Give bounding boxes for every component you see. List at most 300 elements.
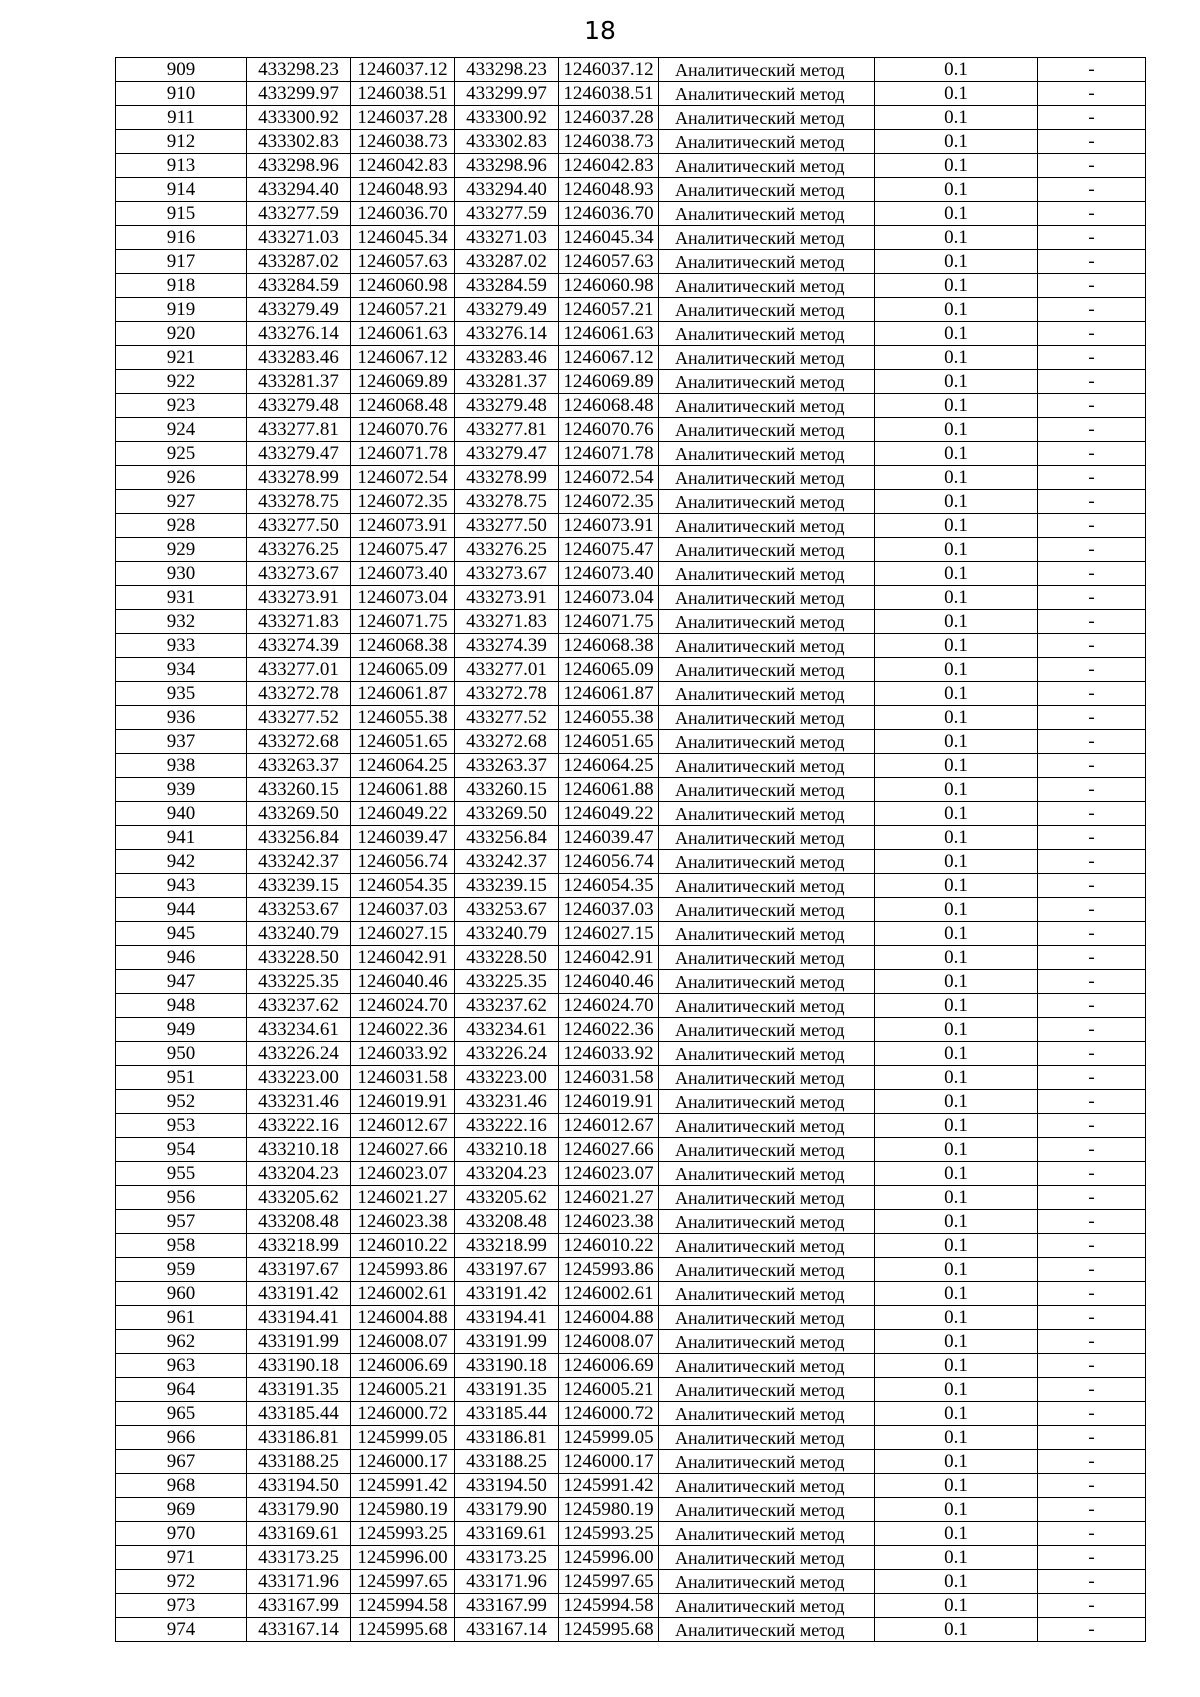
accuracy-cell: 0.1	[875, 130, 1038, 154]
table-row	[116, 1066, 1146, 1090]
point-number-cell: 950	[116, 1042, 247, 1066]
method-cell: Аналитический метод	[659, 106, 875, 130]
x-new-cell: 433294.40	[455, 178, 559, 202]
x-new-cell: 433191.35	[455, 1378, 559, 1402]
y-old-cell: 1245980.19	[351, 1498, 455, 1522]
accuracy-cell: 0.1	[875, 178, 1038, 202]
point-number-cell: 943	[116, 874, 247, 898]
point-number-cell: 968	[116, 1474, 247, 1498]
accuracy-cell: 0.1	[875, 346, 1038, 370]
accuracy-cell: 0.1	[875, 610, 1038, 634]
x-new-cell: 433271.83	[455, 610, 559, 634]
note-cell: -	[1038, 490, 1146, 514]
table-row	[116, 850, 1146, 874]
x-new-cell: 433225.35	[455, 970, 559, 994]
method-cell: Аналитический метод	[659, 298, 875, 322]
table-row	[116, 466, 1146, 490]
x-new-cell: 433240.79	[455, 922, 559, 946]
x-old-cell: 433253.67	[247, 898, 351, 922]
method-cell: Аналитический метод	[659, 1234, 875, 1258]
point-number-cell: 929	[116, 538, 247, 562]
method-cell: Аналитический метод	[659, 58, 875, 82]
note-cell: -	[1038, 1474, 1146, 1498]
y-old-cell: 1246023.38	[351, 1210, 455, 1234]
y-old-cell: 1246019.91	[351, 1090, 455, 1114]
accuracy-cell: 0.1	[875, 898, 1038, 922]
note-cell: -	[1038, 130, 1146, 154]
accuracy-cell: 0.1	[875, 466, 1038, 490]
x-old-cell: 433228.50	[247, 946, 351, 970]
method-cell: Аналитический метод	[659, 778, 875, 802]
accuracy-cell: 0.1	[875, 730, 1038, 754]
point-number-cell: 971	[116, 1546, 247, 1570]
y-old-cell: 1246037.12	[351, 58, 455, 82]
table-row	[116, 58, 1146, 82]
y-new-cell: 1246023.38	[559, 1210, 659, 1234]
table-row	[116, 1402, 1146, 1426]
point-number-cell: 944	[116, 898, 247, 922]
note-cell: -	[1038, 1210, 1146, 1234]
point-number-cell: 959	[116, 1258, 247, 1282]
accuracy-cell: 0.1	[875, 946, 1038, 970]
method-cell: Аналитический метод	[659, 1138, 875, 1162]
table-row	[116, 154, 1146, 178]
method-cell: Аналитический метод	[659, 1378, 875, 1402]
x-old-cell: 433208.48	[247, 1210, 351, 1234]
point-number-cell: 939	[116, 778, 247, 802]
point-number-cell: 963	[116, 1354, 247, 1378]
method-cell: Аналитический метод	[659, 394, 875, 418]
y-new-cell: 1245991.42	[559, 1474, 659, 1498]
y-new-cell: 1246022.36	[559, 1018, 659, 1042]
table-row	[116, 1282, 1146, 1306]
accuracy-cell: 0.1	[875, 802, 1038, 826]
y-new-cell: 1246037.28	[559, 106, 659, 130]
x-new-cell: 433194.41	[455, 1306, 559, 1330]
x-old-cell: 433237.62	[247, 994, 351, 1018]
note-cell: -	[1038, 658, 1146, 682]
y-old-cell: 1246008.07	[351, 1330, 455, 1354]
accuracy-cell: 0.1	[875, 514, 1038, 538]
x-old-cell: 433179.90	[247, 1498, 351, 1522]
x-new-cell: 433272.78	[455, 682, 559, 706]
y-old-cell: 1245993.86	[351, 1258, 455, 1282]
accuracy-cell: 0.1	[875, 1474, 1038, 1498]
method-cell: Аналитический метод	[659, 514, 875, 538]
point-number-cell: 957	[116, 1210, 247, 1234]
note-cell: -	[1038, 1426, 1146, 1450]
method-cell: Аналитический метод	[659, 1066, 875, 1090]
table-row	[116, 322, 1146, 346]
x-old-cell: 433204.23	[247, 1162, 351, 1186]
note-cell: -	[1038, 730, 1146, 754]
y-old-cell: 1246033.92	[351, 1042, 455, 1066]
table-row	[116, 394, 1146, 418]
y-new-cell: 1246038.73	[559, 130, 659, 154]
method-cell: Аналитический метод	[659, 1042, 875, 1066]
point-number-cell: 967	[116, 1450, 247, 1474]
note-cell: -	[1038, 1258, 1146, 1282]
y-new-cell: 1246000.72	[559, 1402, 659, 1426]
accuracy-cell: 0.1	[875, 922, 1038, 946]
method-cell: Аналитический метод	[659, 1354, 875, 1378]
method-cell: Аналитический метод	[659, 1522, 875, 1546]
y-old-cell: 1246000.72	[351, 1402, 455, 1426]
table-row	[116, 274, 1146, 298]
y-old-cell: 1246075.47	[351, 538, 455, 562]
page-number: 18	[584, 16, 616, 45]
x-new-cell: 433272.68	[455, 730, 559, 754]
accuracy-cell: 0.1	[875, 538, 1038, 562]
y-new-cell: 1246024.70	[559, 994, 659, 1018]
method-cell: Аналитический метод	[659, 490, 875, 514]
accuracy-cell: 0.1	[875, 1210, 1038, 1234]
y-old-cell: 1246061.87	[351, 682, 455, 706]
table-row	[116, 1210, 1146, 1234]
y-new-cell: 1246048.93	[559, 178, 659, 202]
accuracy-cell: 0.1	[875, 58, 1038, 82]
x-old-cell: 433173.25	[247, 1546, 351, 1570]
point-number-cell: 942	[116, 850, 247, 874]
accuracy-cell: 0.1	[875, 1306, 1038, 1330]
x-new-cell: 433273.67	[455, 562, 559, 586]
table-row	[116, 1474, 1146, 1498]
x-new-cell: 433226.24	[455, 1042, 559, 1066]
x-old-cell: 433302.83	[247, 130, 351, 154]
point-number-cell: 924	[116, 418, 247, 442]
point-number-cell: 931	[116, 586, 247, 610]
accuracy-cell: 0.1	[875, 1162, 1038, 1186]
x-new-cell: 433239.15	[455, 874, 559, 898]
accuracy-cell: 0.1	[875, 1186, 1038, 1210]
x-new-cell: 433256.84	[455, 826, 559, 850]
table-row	[116, 1378, 1146, 1402]
y-new-cell: 1246055.38	[559, 706, 659, 730]
point-number-cell: 933	[116, 634, 247, 658]
x-old-cell: 433274.39	[247, 634, 351, 658]
point-number-cell: 926	[116, 466, 247, 490]
y-new-cell: 1245993.86	[559, 1258, 659, 1282]
y-new-cell: 1246072.35	[559, 490, 659, 514]
point-number-cell: 965	[116, 1402, 247, 1426]
point-number-cell: 917	[116, 250, 247, 274]
table-row	[116, 1018, 1146, 1042]
point-number-cell: 969	[116, 1498, 247, 1522]
x-old-cell: 433298.23	[247, 58, 351, 82]
table-row	[116, 1522, 1146, 1546]
method-cell: Аналитический метод	[659, 1018, 875, 1042]
point-number-cell: 934	[116, 658, 247, 682]
note-cell: -	[1038, 514, 1146, 538]
y-new-cell: 1246000.17	[559, 1450, 659, 1474]
x-old-cell: 433171.96	[247, 1570, 351, 1594]
method-cell: Аналитический метод	[659, 1546, 875, 1570]
method-cell: Аналитический метод	[659, 154, 875, 178]
x-new-cell: 433274.39	[455, 634, 559, 658]
accuracy-cell: 0.1	[875, 1234, 1038, 1258]
accuracy-cell: 0.1	[875, 1258, 1038, 1282]
point-number-cell: 932	[116, 610, 247, 634]
x-old-cell: 433226.24	[247, 1042, 351, 1066]
y-new-cell: 1246073.40	[559, 562, 659, 586]
y-new-cell: 1246039.47	[559, 826, 659, 850]
y-new-cell: 1246069.89	[559, 370, 659, 394]
y-new-cell: 1246027.66	[559, 1138, 659, 1162]
accuracy-cell: 0.1	[875, 754, 1038, 778]
method-cell: Аналитический метод	[659, 250, 875, 274]
note-cell: -	[1038, 1402, 1146, 1426]
accuracy-cell: 0.1	[875, 442, 1038, 466]
method-cell: Аналитический метод	[659, 130, 875, 154]
method-cell: Аналитический метод	[659, 274, 875, 298]
x-new-cell: 433283.46	[455, 346, 559, 370]
table-row	[116, 634, 1146, 658]
note-cell: -	[1038, 634, 1146, 658]
method-cell: Аналитический метод	[659, 682, 875, 706]
note-cell: -	[1038, 1018, 1146, 1042]
y-new-cell: 1246057.21	[559, 298, 659, 322]
note-cell: -	[1038, 1594, 1146, 1618]
table-row	[116, 490, 1146, 514]
x-new-cell: 433191.42	[455, 1282, 559, 1306]
x-old-cell: 433242.37	[247, 850, 351, 874]
y-new-cell: 1246037.12	[559, 58, 659, 82]
table-row	[116, 1138, 1146, 1162]
y-old-cell: 1246055.38	[351, 706, 455, 730]
note-cell: -	[1038, 298, 1146, 322]
note-cell: -	[1038, 394, 1146, 418]
point-number-cell: 946	[116, 946, 247, 970]
x-old-cell: 433283.46	[247, 346, 351, 370]
x-new-cell: 433263.37	[455, 754, 559, 778]
note-cell: -	[1038, 850, 1146, 874]
y-old-cell: 1246057.21	[351, 298, 455, 322]
x-new-cell: 433278.99	[455, 466, 559, 490]
table-body	[116, 58, 1146, 1642]
point-number-cell: 930	[116, 562, 247, 586]
x-new-cell: 433260.15	[455, 778, 559, 802]
y-new-cell: 1246002.61	[559, 1282, 659, 1306]
note-cell: -	[1038, 154, 1146, 178]
method-cell: Аналитический метод	[659, 1114, 875, 1138]
table-row	[116, 970, 1146, 994]
y-new-cell: 1245996.00	[559, 1546, 659, 1570]
x-old-cell: 433205.62	[247, 1186, 351, 1210]
note-cell: -	[1038, 682, 1146, 706]
x-old-cell: 433276.14	[247, 322, 351, 346]
note-cell: -	[1038, 106, 1146, 130]
point-number-cell: 916	[116, 226, 247, 250]
point-number-cell: 962	[116, 1330, 247, 1354]
method-cell: Аналитический метод	[659, 538, 875, 562]
method-cell: Аналитический метод	[659, 658, 875, 682]
note-cell: -	[1038, 1234, 1146, 1258]
y-old-cell: 1246068.38	[351, 634, 455, 658]
y-old-cell: 1246006.69	[351, 1354, 455, 1378]
accuracy-cell: 0.1	[875, 1546, 1038, 1570]
y-new-cell: 1246061.87	[559, 682, 659, 706]
note-cell: -	[1038, 1498, 1146, 1522]
x-new-cell: 433208.48	[455, 1210, 559, 1234]
x-old-cell: 433222.16	[247, 1114, 351, 1138]
accuracy-cell: 0.1	[875, 778, 1038, 802]
coordinates-table	[115, 57, 1146, 1642]
y-old-cell: 1246012.67	[351, 1114, 455, 1138]
accuracy-cell: 0.1	[875, 1066, 1038, 1090]
y-new-cell: 1245994.58	[559, 1594, 659, 1618]
y-old-cell: 1246068.48	[351, 394, 455, 418]
method-cell: Аналитический метод	[659, 1450, 875, 1474]
x-old-cell: 433223.00	[247, 1066, 351, 1090]
accuracy-cell: 0.1	[875, 994, 1038, 1018]
x-old-cell: 433294.40	[247, 178, 351, 202]
y-new-cell: 1246049.22	[559, 802, 659, 826]
y-old-cell: 1245993.25	[351, 1522, 455, 1546]
note-cell: -	[1038, 898, 1146, 922]
method-cell: Аналитический метод	[659, 634, 875, 658]
x-old-cell: 433279.49	[247, 298, 351, 322]
accuracy-cell: 0.1	[875, 1498, 1038, 1522]
table-row	[116, 1330, 1146, 1354]
x-old-cell: 433191.99	[247, 1330, 351, 1354]
note-cell: -	[1038, 874, 1146, 898]
y-old-cell: 1246067.12	[351, 346, 455, 370]
method-cell: Аналитический метод	[659, 826, 875, 850]
note-cell: -	[1038, 1090, 1146, 1114]
point-number-cell: 945	[116, 922, 247, 946]
note-cell: -	[1038, 970, 1146, 994]
y-old-cell: 1246045.34	[351, 226, 455, 250]
method-cell: Аналитический метод	[659, 370, 875, 394]
method-cell: Аналитический метод	[659, 1210, 875, 1234]
x-old-cell: 433191.35	[247, 1378, 351, 1402]
y-new-cell: 1246005.21	[559, 1378, 659, 1402]
y-new-cell: 1246075.47	[559, 538, 659, 562]
point-number-cell: 949	[116, 1018, 247, 1042]
x-new-cell: 433277.01	[455, 658, 559, 682]
y-new-cell: 1245999.05	[559, 1426, 659, 1450]
note-cell: -	[1038, 922, 1146, 946]
method-cell: Аналитический метод	[659, 442, 875, 466]
point-number-cell: 940	[116, 802, 247, 826]
method-cell: Аналитический метод	[659, 1282, 875, 1306]
x-new-cell: 433231.46	[455, 1090, 559, 1114]
point-number-cell: 938	[116, 754, 247, 778]
note-cell: -	[1038, 1162, 1146, 1186]
y-old-cell: 1246071.78	[351, 442, 455, 466]
x-new-cell: 433287.02	[455, 250, 559, 274]
y-new-cell: 1246033.92	[559, 1042, 659, 1066]
y-old-cell: 1246031.58	[351, 1066, 455, 1090]
x-old-cell: 433167.14	[247, 1618, 351, 1642]
table-row	[116, 106, 1146, 130]
point-number-cell: 941	[116, 826, 247, 850]
y-new-cell: 1246061.63	[559, 322, 659, 346]
y-old-cell: 1245991.42	[351, 1474, 455, 1498]
accuracy-cell: 0.1	[875, 1522, 1038, 1546]
table-row	[116, 706, 1146, 730]
note-cell: -	[1038, 1186, 1146, 1210]
x-new-cell: 433271.03	[455, 226, 559, 250]
table-row	[116, 658, 1146, 682]
y-new-cell: 1245980.19	[559, 1498, 659, 1522]
accuracy-cell: 0.1	[875, 418, 1038, 442]
method-cell: Аналитический метод	[659, 1306, 875, 1330]
x-old-cell: 433218.99	[247, 1234, 351, 1258]
x-old-cell: 433239.15	[247, 874, 351, 898]
table-row	[116, 1186, 1146, 1210]
y-old-cell: 1246069.89	[351, 370, 455, 394]
table-row	[116, 1450, 1146, 1474]
point-number-cell: 956	[116, 1186, 247, 1210]
x-new-cell: 433279.47	[455, 442, 559, 466]
x-new-cell: 433300.92	[455, 106, 559, 130]
method-cell: Аналитический метод	[659, 322, 875, 346]
x-new-cell: 433276.14	[455, 322, 559, 346]
y-new-cell: 1246060.98	[559, 274, 659, 298]
note-cell: -	[1038, 1282, 1146, 1306]
point-number-cell: 954	[116, 1138, 247, 1162]
y-old-cell: 1245994.58	[351, 1594, 455, 1618]
x-old-cell: 433273.91	[247, 586, 351, 610]
y-old-cell: 1246005.21	[351, 1378, 455, 1402]
x-new-cell: 433223.00	[455, 1066, 559, 1090]
y-new-cell: 1245997.65	[559, 1570, 659, 1594]
y-old-cell: 1246023.07	[351, 1162, 455, 1186]
table-row	[116, 994, 1146, 1018]
x-old-cell: 433277.50	[247, 514, 351, 538]
y-old-cell: 1246036.70	[351, 202, 455, 226]
x-new-cell: 433284.59	[455, 274, 559, 298]
x-old-cell: 433300.92	[247, 106, 351, 130]
point-number-cell: 911	[116, 106, 247, 130]
method-cell: Аналитический метод	[659, 1186, 875, 1210]
x-new-cell: 433204.23	[455, 1162, 559, 1186]
x-new-cell: 433242.37	[455, 850, 559, 874]
method-cell: Аналитический метод	[659, 970, 875, 994]
x-new-cell: 433277.50	[455, 514, 559, 538]
point-number-cell: 970	[116, 1522, 247, 1546]
y-new-cell: 1245993.25	[559, 1522, 659, 1546]
y-new-cell: 1246021.27	[559, 1186, 659, 1210]
method-cell: Аналитический метод	[659, 898, 875, 922]
x-new-cell: 433269.50	[455, 802, 559, 826]
method-cell: Аналитический метод	[659, 178, 875, 202]
accuracy-cell: 0.1	[875, 274, 1038, 298]
x-new-cell: 433188.25	[455, 1450, 559, 1474]
note-cell: -	[1038, 466, 1146, 490]
y-new-cell: 1246061.88	[559, 778, 659, 802]
note-cell: -	[1038, 58, 1146, 82]
x-new-cell: 433302.83	[455, 130, 559, 154]
table-row	[116, 442, 1146, 466]
table-row	[116, 586, 1146, 610]
note-cell: -	[1038, 1042, 1146, 1066]
y-old-cell: 1246061.88	[351, 778, 455, 802]
accuracy-cell: 0.1	[875, 106, 1038, 130]
accuracy-cell: 0.1	[875, 634, 1038, 658]
method-cell: Аналитический метод	[659, 706, 875, 730]
y-old-cell: 1246049.22	[351, 802, 455, 826]
x-old-cell: 433272.78	[247, 682, 351, 706]
point-number-cell: 910	[116, 82, 247, 106]
note-cell: -	[1038, 178, 1146, 202]
note-cell: -	[1038, 1114, 1146, 1138]
table-row	[116, 298, 1146, 322]
table-row	[116, 538, 1146, 562]
method-cell: Аналитический метод	[659, 586, 875, 610]
x-new-cell: 433298.23	[455, 58, 559, 82]
